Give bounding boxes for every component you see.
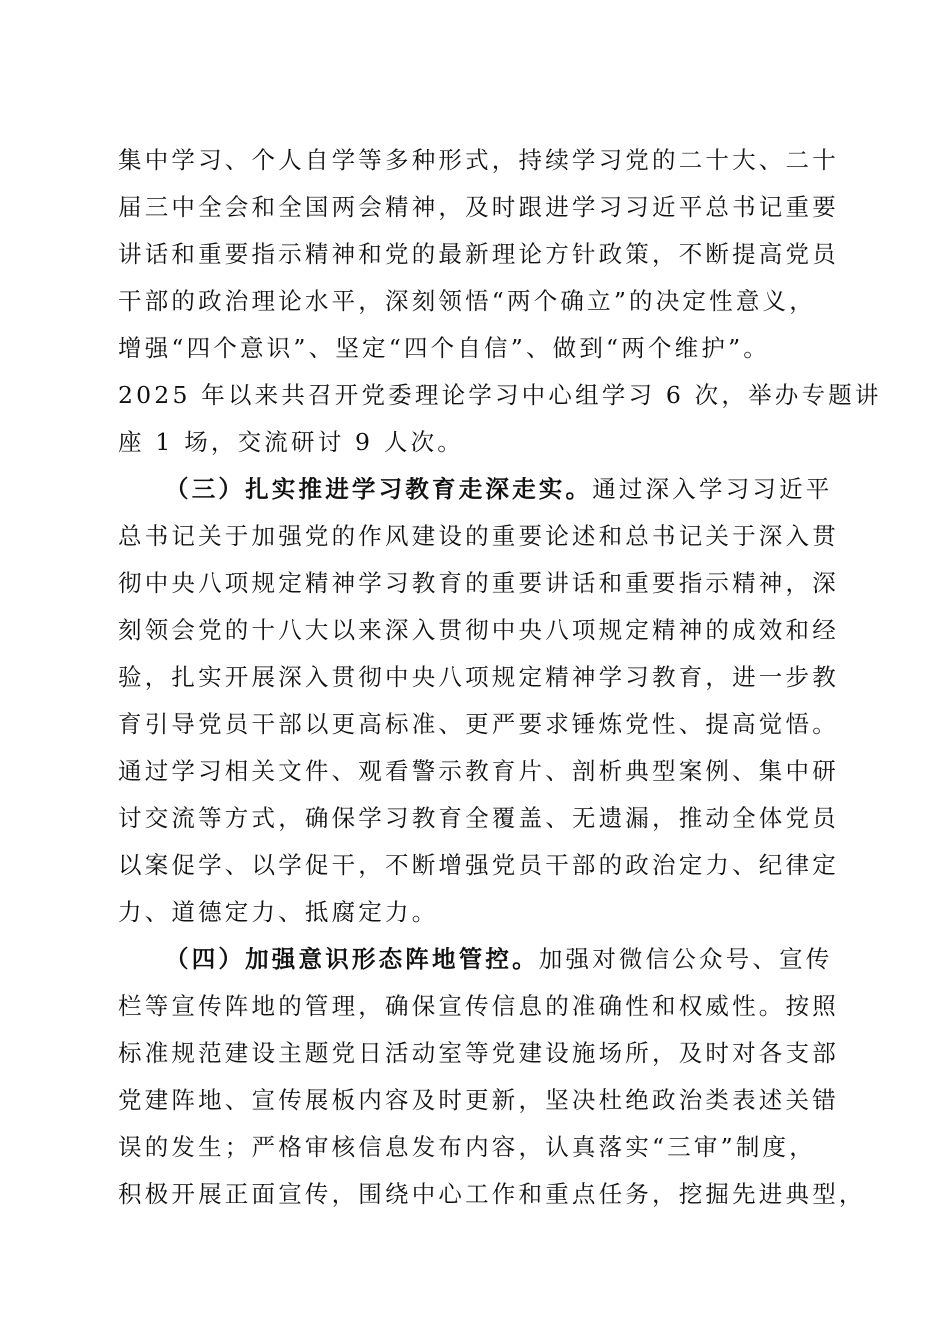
para3-first-line-rest: 加强对微信公众号、宣传 [538,945,833,973]
para1-line-7: 座 1 场，交流研讨 9 人次。 [118,428,464,456]
para2-line-1 [165,465,833,513]
para3-line-1 [165,935,833,983]
para2-line-10: 力、道德定力、抵腐定力。 [118,898,439,926]
para2-line-9: 以案促学、以学促干，不断增强党员干部的政治定力、纪律定 [118,851,839,879]
para2-line-3: 彻中央八项规定精神学习教育的重要讲话和重要指示精神，深 [118,569,839,597]
para3-line-2: 栏等宣传阵地的管理，确保宣传信息的准确性和权威性。按照 [118,992,839,1020]
para3-line-4: 党建阵地、宣传展板内容及时更新，坚决杜绝政治类表述关错 [118,1086,839,1114]
para3-heading: （四）加强意识形态阵地管控。 [165,945,539,973]
para2-line-8: 讨交流等方式，确保学习教育全覆盖、无遗漏，推动全体党员 [118,804,839,832]
para2-heading: （三）扎实推进学习教育走深走实。 [165,475,593,503]
para1-line-1: 集中学习、个人自学等多种形式，持续学习党的二十大、二十 [118,146,839,174]
para2-line-2: 总书记关于加强党的作风建设的重要论述和总书记关于深入贯 [118,522,839,550]
para2-line-7: 通过学习相关文件、观看警示教育片、剖析典型案例、集中研 [118,757,839,785]
para3-line-5: 误的发生；严格审核信息发布内容，认真落实“三审”制度， [118,1133,816,1161]
para2-line-6: 育引导党员干部以更高标准、更严要求锤炼党性、提高觉悟。 [118,710,839,738]
para3-line-3: 标准规范建设主题党日活动室等党建设施场所，及时对各支部 [118,1039,839,1067]
para3-line-6: 积极开展正面宣传，围绕中心工作和重点任务，挖掘先进典型， [118,1180,866,1208]
para2-first-line-rest: 通过深入学习习近平 [592,475,833,503]
para2-line-4: 刻领会党的十八大以来深入贯彻中央八项规定精神的成效和经 [118,616,839,644]
para2-line-5: 验，扎实开展深入贯彻中央八项规定精神学习教育，进一步教 [118,663,839,691]
para1-line-2: 届三中全会和全国两会精神，及时跟进学习习近平总书记重要 [118,193,839,221]
para1-line-4: 干部的政治理论水平，深刻领悟“两个确立”的决定性意义， [118,287,816,315]
para1-line-5: 增强“四个意识”、坚定“四个自信”、做到“两个维护”。 [118,334,770,362]
para1-line-6: 2025 年以来共召开党委理论学习中心组学习 6 次，举办专题讲 [118,381,882,409]
para1-line-3: 讲话和重要指示精神和党的最新理论方针政策，不断提高党员 [118,240,839,268]
